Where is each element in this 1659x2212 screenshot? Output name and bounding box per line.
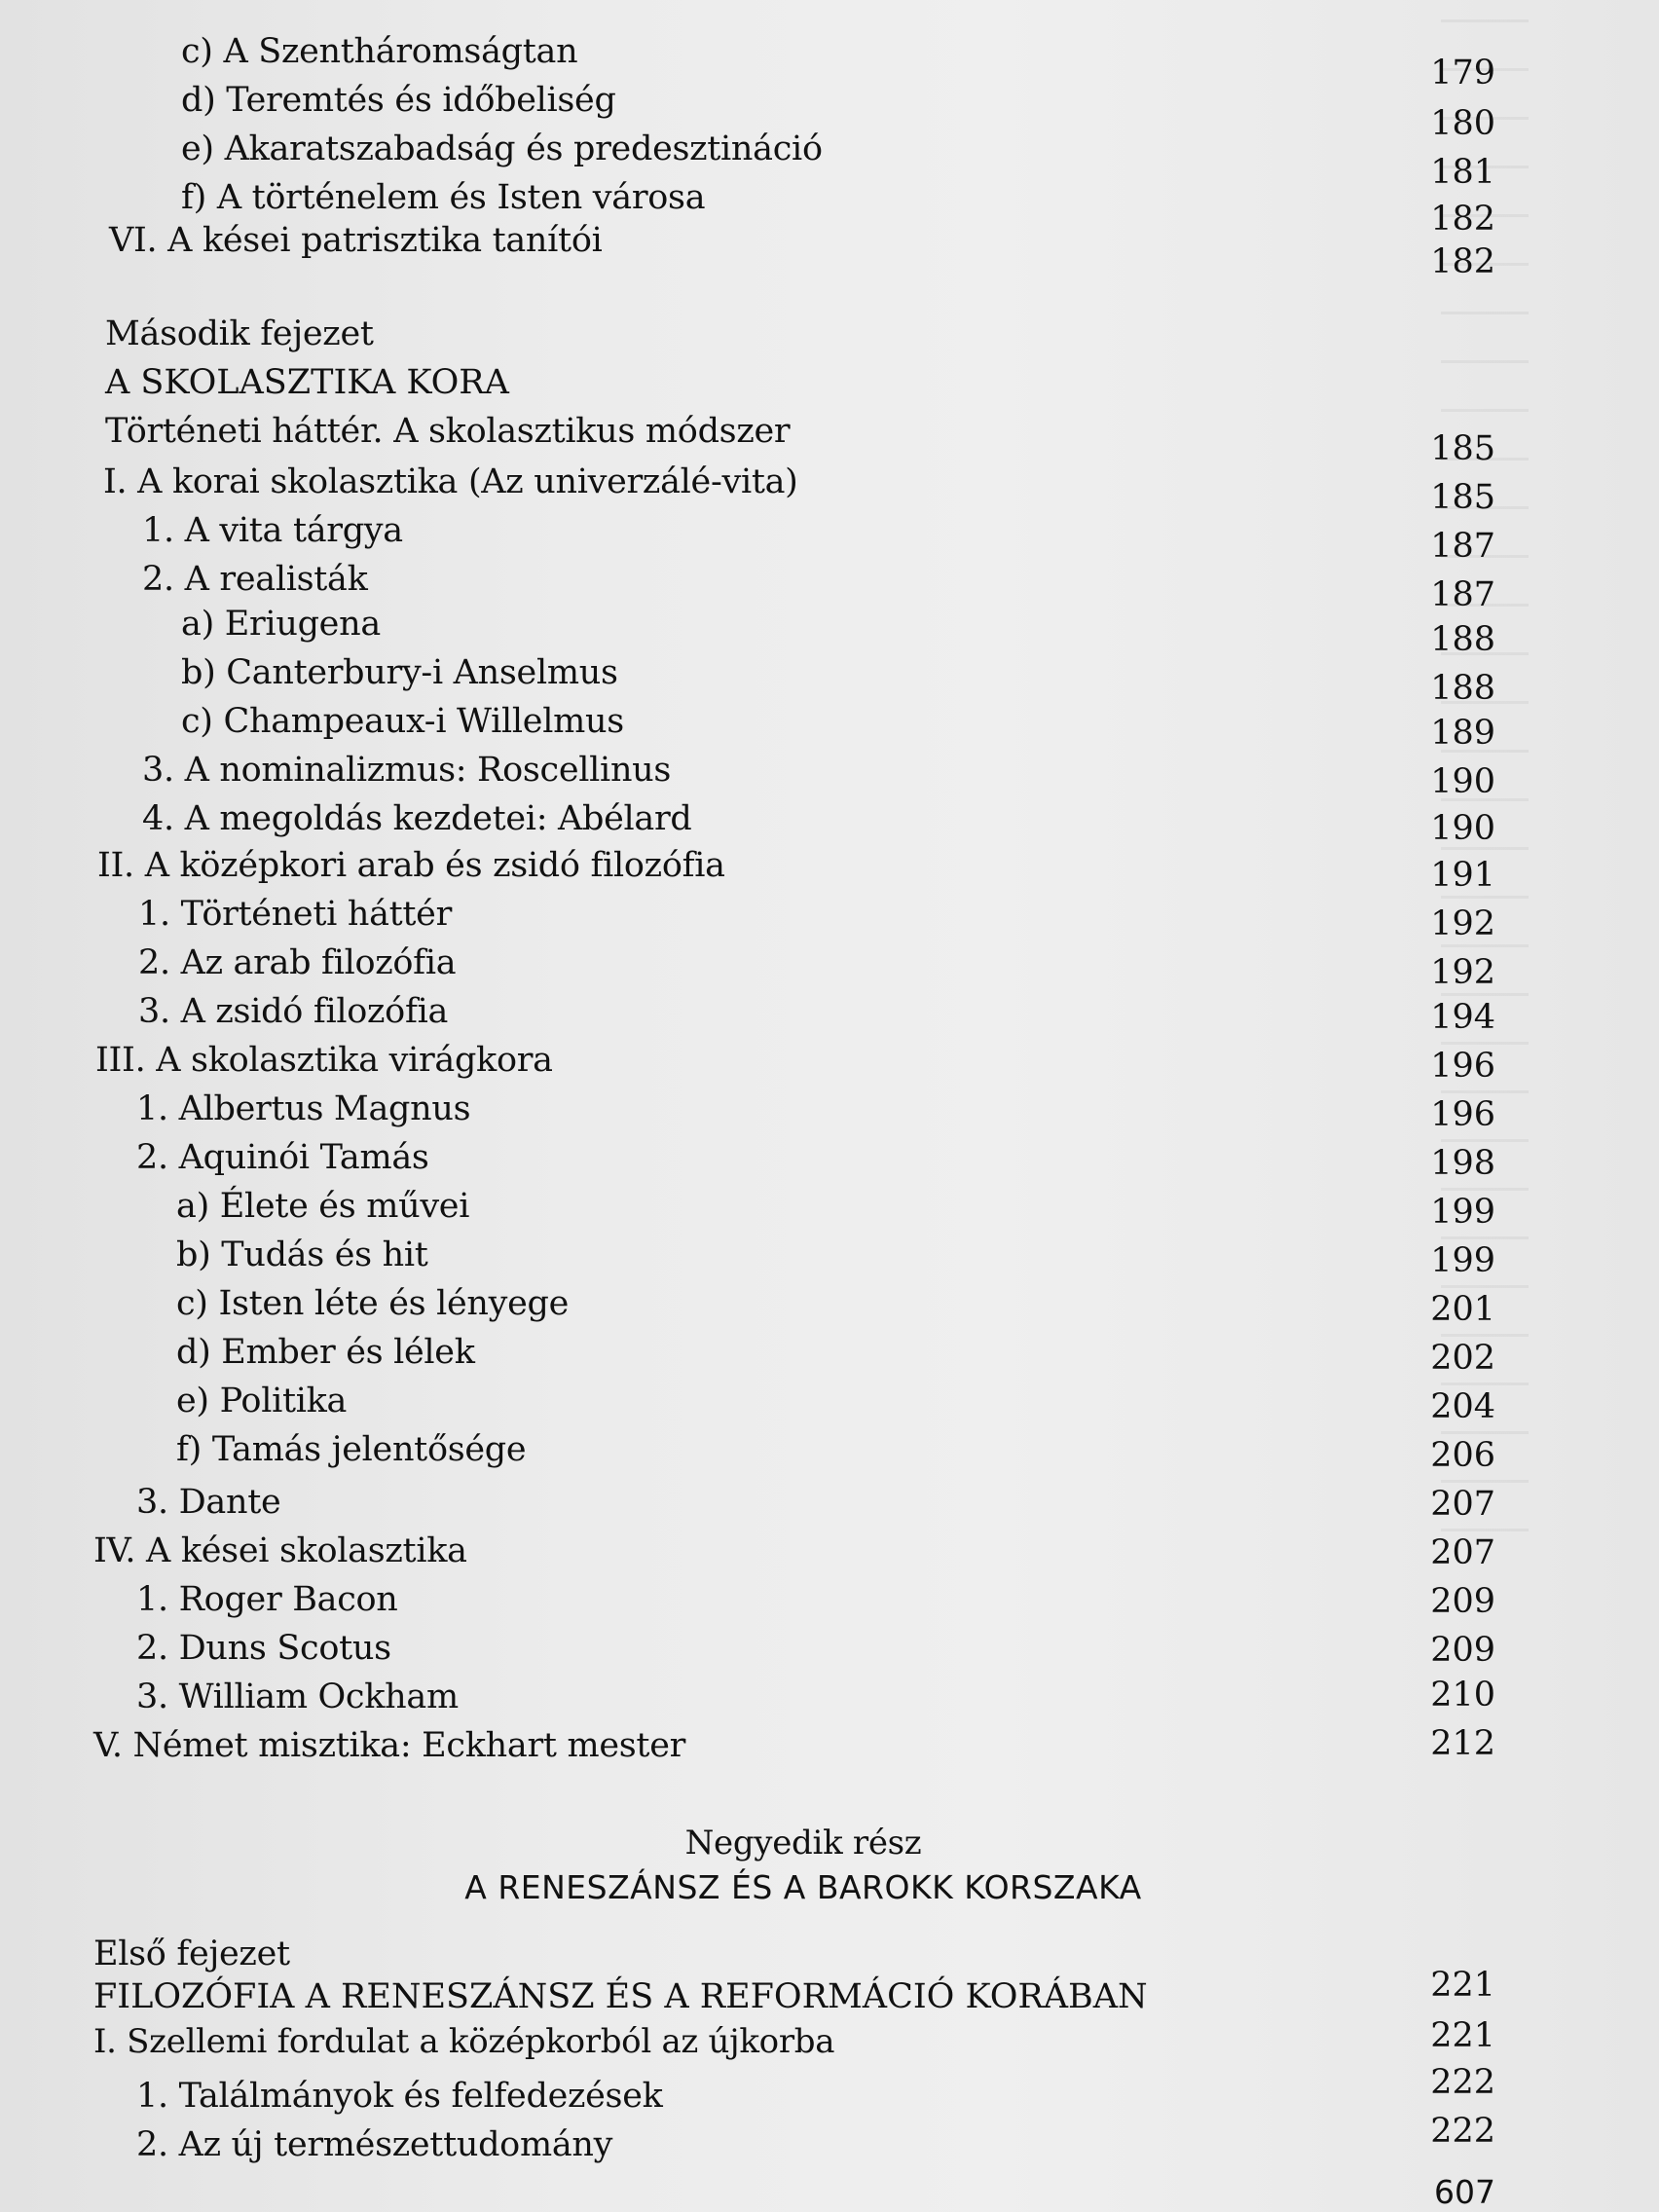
entry-page: 191	[1430, 856, 1495, 895]
entry-page: 187	[1430, 527, 1495, 566]
toc-entry	[0, 1478, 1659, 1527]
entry-label: a) Élete és művei	[176, 1187, 470, 1226]
toc-entry	[0, 173, 1659, 239]
entry-label: 2. A realisták	[142, 560, 368, 599]
toc-entry	[0, 939, 1659, 992]
toc-entry	[0, 1085, 1659, 1133]
entry-page: 202	[1430, 1339, 1495, 1378]
entry-page: 206	[1430, 1436, 1495, 1475]
entry-label: 1. Történeti háttér	[138, 895, 453, 934]
entry-page: 189	[1430, 714, 1495, 753]
entry-page: 182	[1430, 200, 1495, 239]
entry-page: 190	[1430, 809, 1495, 848]
entry-page: 212	[1430, 1724, 1495, 1763]
entry-page: 201	[1430, 1290, 1495, 1329]
entry-page: 181	[1430, 153, 1495, 192]
toc-entry	[0, 1377, 1659, 1425]
toc-entry	[0, 76, 1659, 143]
toc-entry	[0, 890, 1659, 943]
toc-entry	[0, 841, 1659, 895]
toc-entry	[0, 697, 1659, 753]
entry-label: c) Champeaux-i Willelmus	[181, 702, 624, 741]
entry-page: 179	[1430, 54, 1495, 92]
entry-page: 207	[1430, 1485, 1495, 1524]
toc-entry	[0, 648, 1659, 708]
toc-entry	[0, 1425, 1659, 1474]
entry-page: 222	[1430, 2112, 1495, 2151]
entry-page: 209	[1430, 1582, 1495, 1621]
entry-page: 196	[1430, 1095, 1495, 1134]
entry-label: a) Eriugena	[181, 605, 381, 644]
toc-entry	[0, 2017, 1659, 2066]
entry-label: FILOZÓFIA A RENESZÁNSZ ÉS A REFORMÁCIÓ KORÁBAN	[93, 1977, 1148, 2016]
entry-label: 1. Roger Bacon	[136, 1580, 398, 1619]
entry-page: 199	[1430, 1193, 1495, 1232]
entry-page: 194	[1430, 998, 1495, 1037]
toc-entry	[0, 1673, 1659, 1721]
toc-entry	[0, 2112, 1659, 2169]
chapter-title	[0, 358, 1659, 407]
entry-label: A SKOLASZTIKA KORA	[105, 363, 509, 402]
entry-label: 2. Duns Scotus	[136, 1629, 391, 1668]
page-number: 607	[1434, 2173, 1495, 2211]
toc-entry	[0, 1182, 1659, 1231]
entry-label: I. Szellemi fordulat a középkorból az újkorba	[93, 2022, 835, 2061]
entry-label: I. A korai skolasztika (Az univerzálé-vita)	[103, 462, 798, 501]
entry-label: c) A Szentháromságtan	[181, 32, 578, 71]
entry-label: VI. A kései patrisztika tanítói	[109, 221, 603, 260]
entry-label: c) Isten léte és lényege	[176, 1284, 570, 1323]
entry-page: 185	[1430, 429, 1495, 468]
entry-label: d) Ember és lélek	[176, 1333, 475, 1372]
entry-page: 192	[1430, 953, 1495, 992]
entry-page: 188	[1430, 620, 1495, 659]
entry-page: 221	[1430, 1966, 1495, 2005]
toc-entry	[0, 458, 1659, 517]
entry-label: V. Német misztika: Eckhart mester	[93, 1726, 686, 1765]
toc-entry	[0, 1624, 1659, 1673]
entry-label: 3. William Ockham	[136, 1677, 459, 1716]
entry-page: 207	[1430, 1533, 1495, 1572]
part-title: A RENESZÁNSZ ÉS A BAROKK KORSZAKA	[464, 1868, 1142, 1906]
toc-entry	[0, 216, 1659, 281]
toc-entry	[0, 1036, 1659, 1085]
entry-page: 188	[1430, 669, 1495, 708]
entry-page: 180	[1430, 104, 1495, 143]
toc-entry	[0, 1527, 1659, 1575]
toc-entry	[0, 27, 1659, 92]
entry-label: 1. Albertus Magnus	[136, 1089, 471, 1128]
entry-page: 221	[1430, 2016, 1495, 2055]
toc-entry	[0, 746, 1659, 801]
entry-page: 222	[1430, 2063, 1495, 2102]
entry-label: b) Canterbury-i Anselmus	[181, 653, 618, 692]
toc-entry	[0, 600, 1659, 659]
toc-entry	[0, 1279, 1659, 1328]
toc-entry	[0, 987, 1659, 1036]
entry-label: 3. A zsidó filozófia	[138, 992, 449, 1031]
toc-entry	[0, 407, 1659, 468]
part-heading	[0, 1819, 1659, 1867]
entry-label: 2. Az arab filozófia	[138, 943, 457, 982]
entry-label: f) Tamás jelentősége	[176, 1430, 527, 1469]
entry-label: 2. Az új természettudomány	[136, 2125, 613, 2164]
entry-label: II. A középkori arab és zsidó filozófia	[97, 846, 725, 885]
toc-entry	[0, 125, 1659, 192]
toc-entry	[0, 1961, 1659, 2016]
toc-entry	[0, 2063, 1659, 2120]
entry-page: 204	[1430, 1387, 1495, 1426]
entry-label: 2. Aquinói Tamás	[136, 1138, 429, 1177]
entry-label: Második fejezet	[105, 314, 374, 353]
toc-entry	[0, 1575, 1659, 1624]
entry-page: 182	[1430, 242, 1495, 281]
entry-label: 1. A vita tárgya	[142, 511, 403, 550]
entry-label: 1. Találmányok és felfedezések	[136, 2077, 663, 2116]
entry-label: f) A történelem és Isten városa	[181, 178, 706, 217]
part-title-row	[0, 1863, 1659, 1912]
toc-entry	[0, 1231, 1659, 1279]
toc-entry	[0, 555, 1659, 614]
entry-label: 3. Dante	[136, 1483, 281, 1522]
chapter-label	[0, 310, 1659, 358]
entry-label: e) Akaratszabadság és predesztináció	[181, 129, 823, 168]
toc-entry	[0, 794, 1659, 848]
entry-label: Történeti háttér. A skolasztikus módszer	[105, 412, 791, 451]
entry-label: Első fejezet	[93, 1935, 290, 1973]
entry-label: III. A skolasztika virágkora	[95, 1041, 553, 1080]
entry-page: 185	[1430, 478, 1495, 517]
entry-label: d) Teremtés és időbeliség	[181, 81, 616, 120]
entry-label: IV. A kései skolasztika	[93, 1531, 467, 1570]
entry-label: 4. A megoldás kezdetei: Abélard	[142, 799, 692, 838]
entry-label: e) Politika	[176, 1382, 348, 1420]
entry-page: 199	[1430, 1241, 1495, 1280]
entry-page: 187	[1430, 575, 1495, 614]
toc-entry	[0, 1721, 1659, 1770]
toc-entry	[0, 506, 1659, 566]
toc-entry	[0, 1133, 1659, 1182]
entry-label: 3. A nominalizmus: Roscellinus	[142, 751, 672, 790]
toc-entry	[0, 1328, 1659, 1377]
entry-page: 196	[1430, 1047, 1495, 1086]
entry-page: 209	[1430, 1631, 1495, 1670]
entry-page: 198	[1430, 1144, 1495, 1183]
entry-page: 190	[1430, 762, 1495, 801]
entry-page: 192	[1430, 904, 1495, 943]
entry-page: 210	[1430, 1676, 1495, 1714]
part-label: Negyedik rész	[684, 1824, 922, 1862]
entry-label: b) Tudás és hit	[176, 1235, 428, 1274]
